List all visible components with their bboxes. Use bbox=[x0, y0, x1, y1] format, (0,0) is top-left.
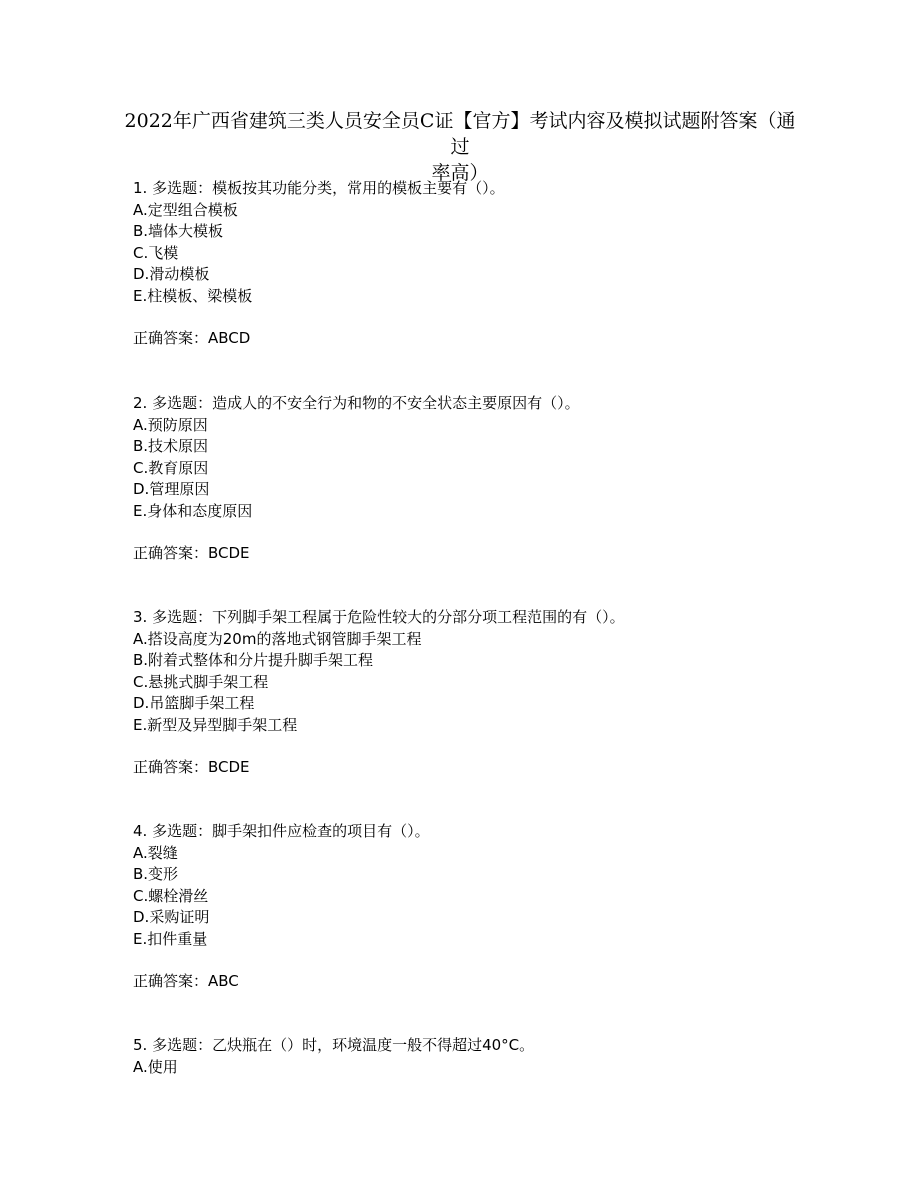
option-b: B.墙体大模板 bbox=[133, 222, 224, 240]
option-d: D.滑动模板 bbox=[133, 265, 210, 283]
option-c: C.螺栓滑丝 bbox=[133, 886, 209, 905]
option-e: E.柱模板、梁模板 bbox=[133, 286, 253, 305]
option-e: E.身体和态度原因 bbox=[133, 501, 253, 520]
document-title bbox=[120, 108, 800, 186]
option-b: B.变形 bbox=[133, 865, 179, 883]
option-c: C.悬挑式脚手架工程 bbox=[133, 672, 269, 691]
option-c: C.教育原因 bbox=[133, 458, 209, 477]
option-a: A.搭设高度为20m的落地式钢管脚手架工程 bbox=[133, 629, 422, 648]
question-2 bbox=[133, 393, 853, 565]
title-line-2: 率高） bbox=[431, 162, 489, 184]
question-stem: 5. 多选题：乙炔瓶在（）时，环境温度一般不得超过40°C。 bbox=[133, 1036, 535, 1054]
option-c: C.飞模 bbox=[133, 243, 179, 262]
question-stem: 3. 多选题：下列脚手架工程属于危险性较大的分部分项工程范围的有（）。 bbox=[133, 608, 625, 626]
answer: 正确答案：ABC bbox=[133, 972, 239, 990]
option-d: D.管理原因 bbox=[133, 480, 210, 498]
option-d: D.采购证明 bbox=[133, 908, 210, 926]
answer: 正确答案：ABCD bbox=[133, 329, 251, 347]
answer: 正确答案：BCDE bbox=[133, 544, 250, 562]
question-stem: 4. 多选题：脚手架扣件应检查的项目有（）。 bbox=[133, 822, 430, 840]
option-b: B.附着式整体和分片提升脚手架工程 bbox=[133, 651, 374, 669]
question-stem: 2. 多选题：造成人的不安全行为和物的不安全状态主要原因有（）。 bbox=[133, 394, 580, 412]
question-5 bbox=[133, 1035, 853, 1078]
question-1 bbox=[133, 178, 853, 350]
question-3 bbox=[133, 607, 853, 779]
option-e: E.扣件重量 bbox=[133, 929, 208, 948]
title-line-1: 2022年广西省建筑三类人员安全员C证【官方】考试内容及模拟试题附答案（通过 bbox=[124, 110, 796, 158]
question-4 bbox=[133, 821, 853, 993]
option-a: A.定型组合模板 bbox=[133, 200, 238, 219]
option-a: A.裂缝 bbox=[133, 843, 178, 862]
option-a: A.预防原因 bbox=[133, 415, 208, 434]
option-a: A.使用 bbox=[133, 1057, 178, 1076]
answer: 正确答案：BCDE bbox=[133, 758, 250, 776]
option-d: D.吊篮脚手架工程 bbox=[133, 694, 255, 712]
option-e: E.新型及异型脚手架工程 bbox=[133, 715, 298, 734]
option-b: B.技术原因 bbox=[133, 437, 209, 455]
question-stem: 1. 多选题：模板按其功能分类，常用的模板主要有（）。 bbox=[133, 179, 505, 197]
